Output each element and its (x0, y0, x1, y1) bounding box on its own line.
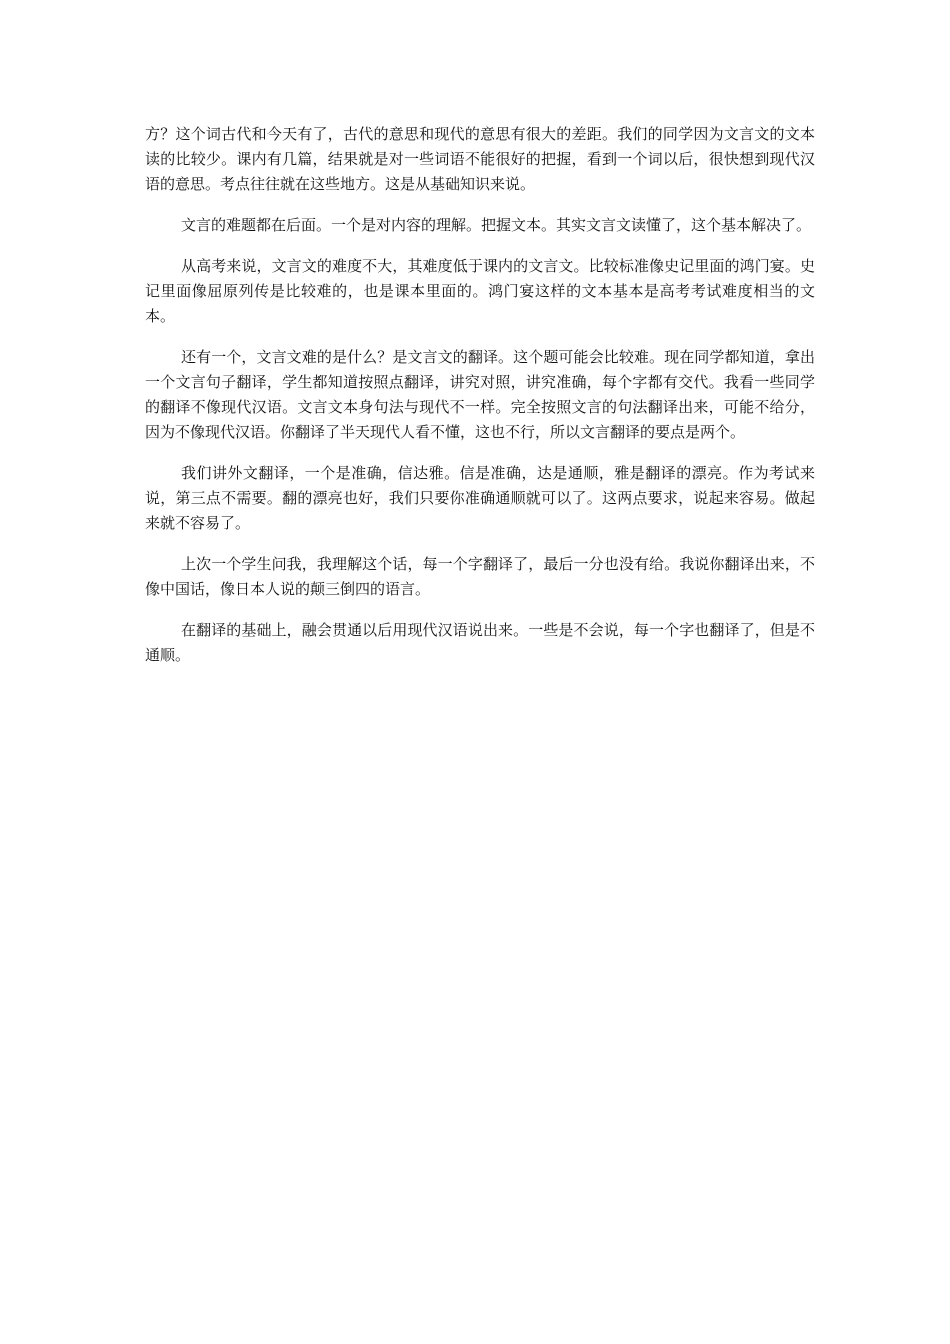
paragraph-5: 我们讲外文翻译，一个是准确，信达雅。信是准确，达是通顺，雅是翻译的漂亮。作为考试来说，第三点不需要。翻的漂亮也好，我们只要你准确通顺就可以了。这两点要求，说起来容易。做起来就不容易了。 (145, 464, 815, 532)
paragraph-2: 文言的难题都在后面。一个是对内容的理解。把握文本。其实文言文读懂了，这个基本解决了。 (181, 216, 812, 234)
paragraph-4: 还有一个，文言文难的是什么？是文言文的翻译。这个题可能会比较难。现在同学都知道，拿出一个文言句子翻译，学生都知道按照点翻译，讲究对照，讲究准确，每个字都有交代。我看一些同学的翻译不像现代汉语。文言文本身句法与现代不一样。完全按照文言的句法翻译出来，可能不给分，因为不像现代汉语。你翻译了半天现代人看不懂，这也不行，所以文言翻译的要点是两个。 (145, 348, 815, 441)
paragraph-1: 方？这个词古代和今天有了，古代的意思和现代的意思有很大的差距。我们的同学因为文言文的文本读的比较少。课内有几篇，结果就是对一些词语不能很好的把握，看到一个词以后，很快想到现代汉语的意思。考点往往就在这些地方。这是从基础知识来说。 (145, 125, 815, 193)
paragraph-6: 上次一个学生问我，我理解这个话，每一个字翻译了，最后一分也没有给。我说你翻译出来，不像中国话，像日本人说的颠三倒四的语言。 (145, 555, 815, 598)
paragraph-3: 从高考来说，文言文的难度不大，其难度低于课内的文言文。比较标准像史记里面的鸿门宴。史记里面像屈原列传是比较难的，也是课本里面的。鸿门宴这样的文本基本是高考考试难度相当的文本。 (145, 257, 815, 325)
paragraph-7: 在翻译的基础上，融会贯通以后用现代汉语说出来。一些是不会说，每一个字也翻译了，但是不通顺。 (145, 621, 815, 664)
document-body (145, 122, 815, 684)
